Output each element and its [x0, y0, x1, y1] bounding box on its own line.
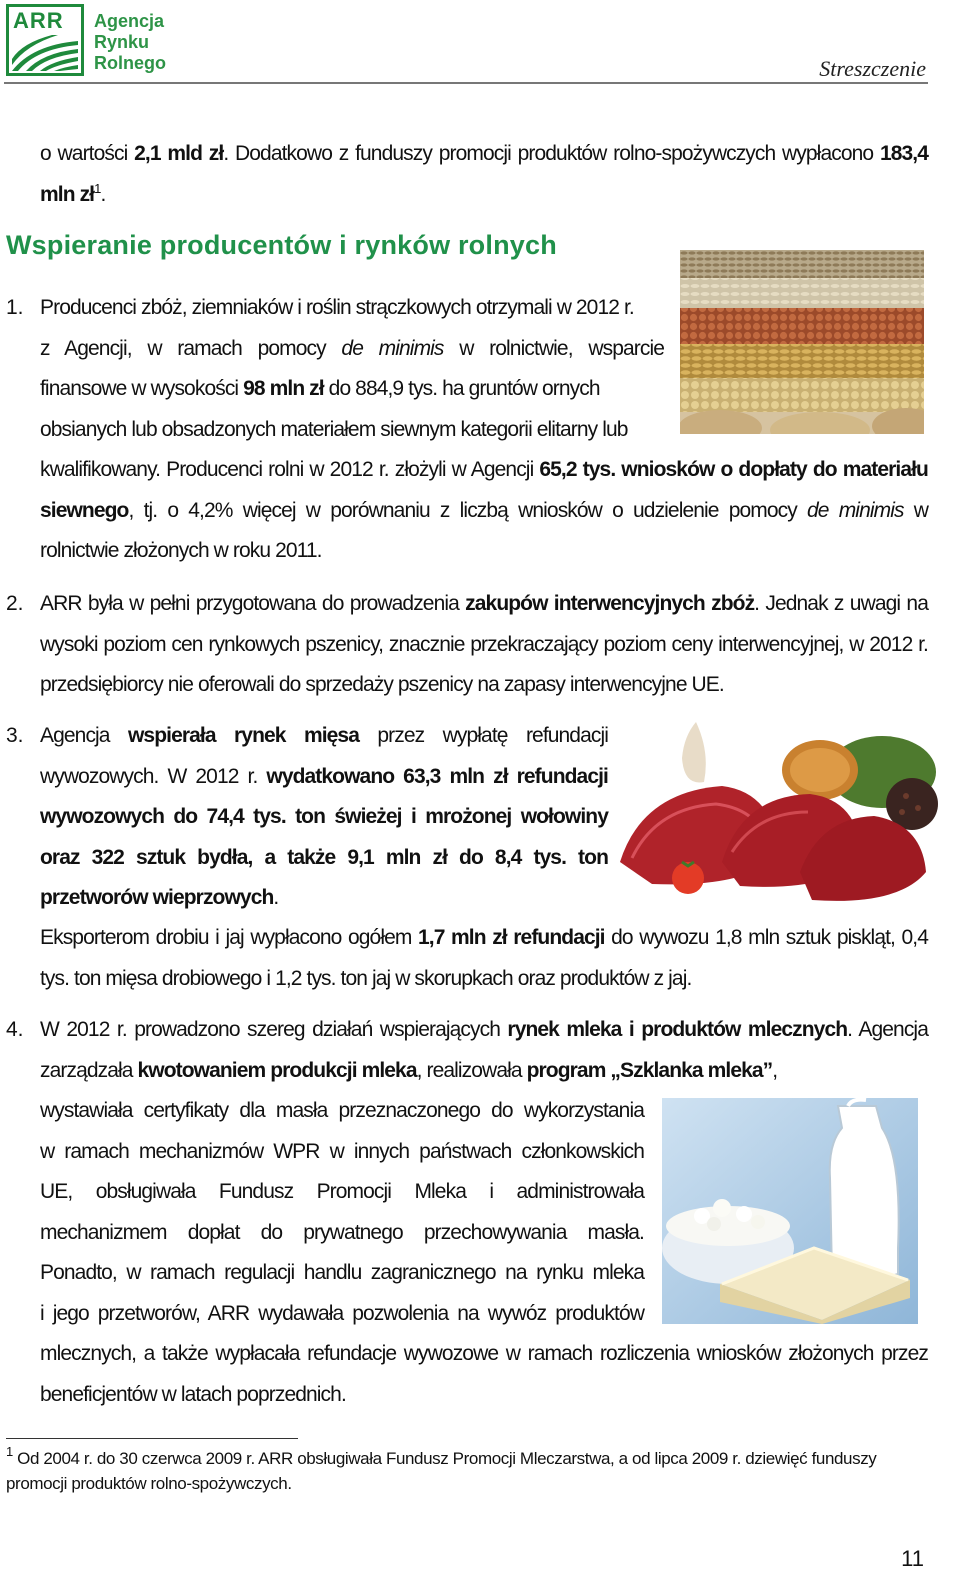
item-1-paragraph-2 [40, 450, 928, 572]
item-2-number: 2. [6, 592, 24, 615]
item-4-wrap-line-5: Ponadto, w ramach regulacji handlu zagranicznego na rynku mleka [40, 1261, 644, 1284]
item-3-paragraph-2 [40, 918, 928, 999]
logo-abbreviation: ARR [13, 8, 64, 33]
item-1-line-3-a: finansowe w wysokości [40, 377, 244, 400]
field-stripes-icon [12, 35, 78, 71]
item-4-wrap-line-6: i jego przetworów, ARR wydawała pozwolenia na wywóz produktów [40, 1301, 644, 1325]
item-1-p2-italic: de minimis [807, 498, 904, 522]
item-4-wrap-line-1: wystawiała certyfikaty dla masła przeznaczonego do wykorzystania [40, 1099, 644, 1122]
item-1-p2-bold: 65,2 tys. wniosków o dopłaty do materiału siewnego [40, 458, 928, 522]
logo-wordmark [94, 11, 166, 74]
item-4-bold-2: kwotowaniem produkcji mleka [137, 1058, 417, 1082]
footnote-text: Od 2004 r. do 30 czerwca 2009 r. ARR obsługiwała Fundusz Promocji Mleczarstwa, a od lipca 2009 r. dziewięć funduszy promocji produktów rolno-spożywczych. [6, 1449, 877, 1493]
logo-line-2: Rynku [94, 32, 150, 52]
item-3-a: Agencja [40, 724, 128, 747]
item-1-p2-d: w rolnictwie złożonych w roku 2011. [40, 498, 929, 562]
item-1-p2-c: , tj. o 4,2% więcej w porównaniu z liczbą wniosków o udzielenie pomocy [128, 498, 808, 522]
intro-text-3: . [100, 182, 106, 206]
section-heading: Wspieranie producentów i rynków rolnych [6, 230, 557, 260]
header-divider [4, 82, 928, 84]
item-3-wrapped-text [40, 716, 608, 919]
item-2-a: ARR była w pełni przygotowana do prowadzenia [40, 592, 466, 615]
item-1-line-1: Producenci zbóż, ziemniaków i roślin strączkowych otrzymali w 2012 r. [40, 296, 634, 319]
item-1-line-3-bold: 98 mln zł [243, 377, 324, 400]
item-4-number: 4. [6, 1018, 24, 1041]
item-4-g: , [772, 1058, 778, 1082]
item-2-paragraph [40, 584, 928, 706]
meat-photo [612, 712, 938, 918]
item-4-bold-1: rynek mleka i produktów mlecznych [507, 1018, 848, 1041]
intro-text-2: . Dodatkowo z funduszy promocji produktów rolno-spożywczych wypłacono [223, 142, 880, 165]
item-3-bold-1: wspierała rynek mięsa [128, 724, 359, 747]
item-1-line-2-a: z Agencji, w ramach pomocy [40, 336, 342, 360]
grains-and-seeds-photo [680, 250, 924, 434]
item-4-wrapped-text [40, 1091, 644, 1334]
logo-emblem [6, 4, 84, 76]
item-4-paragraph-intro [40, 1010, 928, 1091]
item-3-e: . [273, 886, 279, 909]
item-4-paragraph-end: mlecznych, a także wypłacała refundacje wywozowe w ramach rozliczenia wniosków złożonych przez beneficjentów w latach poprzednich. [40, 1342, 928, 1406]
item-1-line-4: obsianych lub obsadzonych materiałem siewnym kategorii elitarny lub [40, 417, 628, 441]
footnote-divider [6, 1438, 298, 1439]
footnote-marker: 1 [6, 1444, 13, 1459]
item-3-p2-bold: 1,7 mln zł refundacji [418, 926, 605, 949]
item-3-c: przez wypłatę refundacji wywozowych. W 2012 r. [40, 724, 608, 788]
item-2-bold: zakupów interwencyjnych zbóż [465, 592, 755, 615]
item-4-wrap-line-3: UE, obsługiwała Fundusz Promocji Mleka i administrowała [40, 1180, 644, 1203]
intro-text-1: o wartości [40, 142, 135, 165]
item-4-c: . Agencja zarządzała [40, 1018, 928, 1082]
intro-amount-2: 183,4 mln zł [40, 142, 928, 206]
item-1-line-2-italic: de minimis [341, 336, 444, 360]
item-3-p2-c: do wywozu 1,8 mln sztuk piskląt, 0,4 tys. ton mięsa drobiowego i 1,2 tys. ton jaj w skorupkach oraz produktów z jaj. [40, 926, 929, 990]
running-header-title: Streszczenie [819, 56, 926, 81]
item-1-line-2-b: w rolnictwie, wsparcie [443, 336, 664, 360]
item-1-p2-a: kwalifikowany. Producenci rolni w 2012 r. złożyli w Agencji [40, 458, 540, 481]
item-1-line-3-c: do 884,9 tys. ha gruntów ornych [323, 377, 600, 400]
item-1-line-3 [40, 369, 664, 410]
item-4-wrap-line-4: mechanizmem dopłat do prywatnego przechowywania masła. [40, 1220, 644, 1244]
item-3-bold-2: wydatkowano 63,3 mln zł refundacji wywozowych do 74,4 tys. ton świeżej i mrożonej wołowiny oraz 322 sztuk bydła, a także 9,1 mln zł do 8,4 tys. ton przetworów wieprzowych [40, 764, 608, 909]
item-4-e: , realizowała [416, 1058, 527, 1082]
intro-paragraph [40, 134, 928, 215]
logo-line-1: Agencja [94, 11, 165, 31]
item-4-wrap-line-2: w ramach mechanizmów WPR w innych państwach członkowskich [40, 1139, 644, 1163]
item-1-number: 1. [6, 296, 24, 319]
item-3-number: 3. [6, 724, 24, 747]
item-2-c: . Jednak z uwagi na wysoki poziom cen rynkowych pszenicy, znacznie przekraczający poziom ceny interwencyjnej, w 2012 r. przedsiębiorcy nie oferowali do sprzedaży pszenicy na zapasy interwencyjne UE. [40, 592, 928, 696]
item-1-line-2 [40, 329, 664, 370]
logo-line-3: Rolnego [94, 53, 166, 73]
footnote [6, 1446, 928, 1496]
item-1-wrapped-text [40, 288, 664, 450]
dairy-products-photo [662, 1098, 918, 1324]
agency-logo [6, 4, 192, 80]
item-4-a: W 2012 r. prowadzono szereg działań wspierających [40, 1018, 508, 1041]
footnote-ref: 1 [94, 180, 101, 196]
item-4-bold-3: program „Szklanka mleka” [526, 1058, 773, 1082]
item-3-p2-a: Eksporterom drobiu i jaj wypłacono ogółem [40, 926, 418, 949]
intro-amount-1: 2,1 mld zł [134, 142, 224, 165]
page-number: 11 [901, 1546, 924, 1571]
